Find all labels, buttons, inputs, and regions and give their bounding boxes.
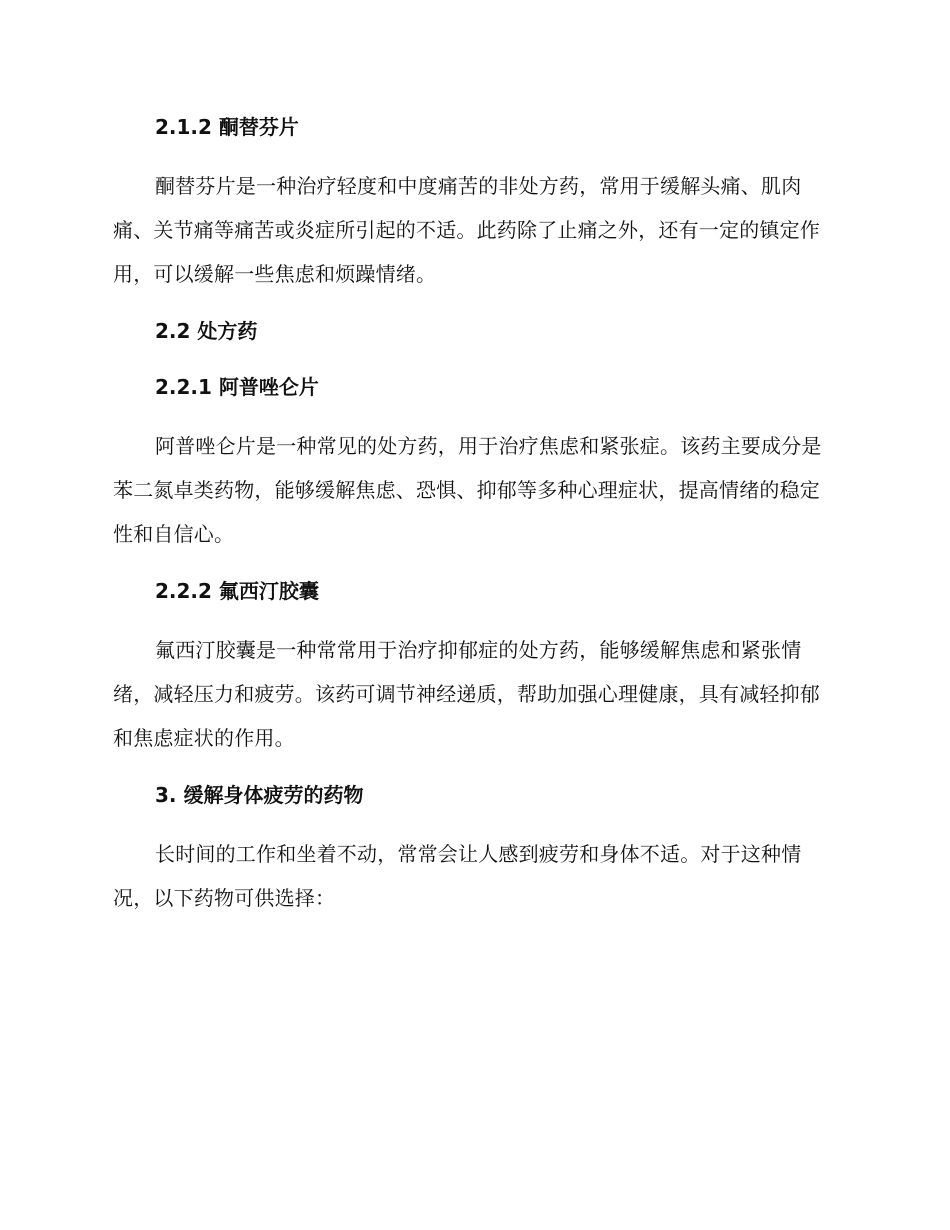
section-heading-2-2-2: 2.2.2 氟西汀胶囊 bbox=[155, 579, 319, 603]
paragraph-alprazolam: 阿普唑仑片是一种常见的处方药，用于治疗焦虑和紧张症。该药主要成分是苯二氮卓类药物，能够缓解焦虑、恐惧、抑郁等多种心理症状，提高情绪的稳定性和自信心。 bbox=[113, 434, 822, 546]
section-heading-2-2-1: 2.2.1 阿普唑仑片 bbox=[155, 375, 319, 399]
section-heading-2-1-2: 2.1.2 酮替芬片 bbox=[155, 115, 299, 139]
paragraph-fluoxetine: 氟西汀胶囊是一种常常用于治疗抑郁症的处方药，能够缓解焦虑和紧张情绪，减轻压力和疲劳。该药可调节神经递质，帮助加强心理健康，具有减轻抑郁和焦虑症状的作用。 bbox=[113, 638, 820, 750]
section-heading-3: 3. 缓解身体疲劳的药物 bbox=[155, 783, 364, 807]
document-body bbox=[113, 112, 833, 920]
section-heading-2-2: 2.2 处方药 bbox=[155, 319, 258, 343]
paragraph-ketotifen: 酮替芬片是一种治疗轻度和中度痛苦的非处方药，常用于缓解头痛、肌肉痛、关节痛等痛苦或炎症所引起的不适。此药除了止痛之外，还有一定的镇定作用，可以缓解一些焦虑和烦躁情绪。 bbox=[113, 174, 820, 286]
paragraph-fatigue-intro: 长时间的工作和坐着不动，常常会让人感到疲劳和身体不适。对于这种情况，以下药物可供选择： bbox=[113, 842, 802, 910]
